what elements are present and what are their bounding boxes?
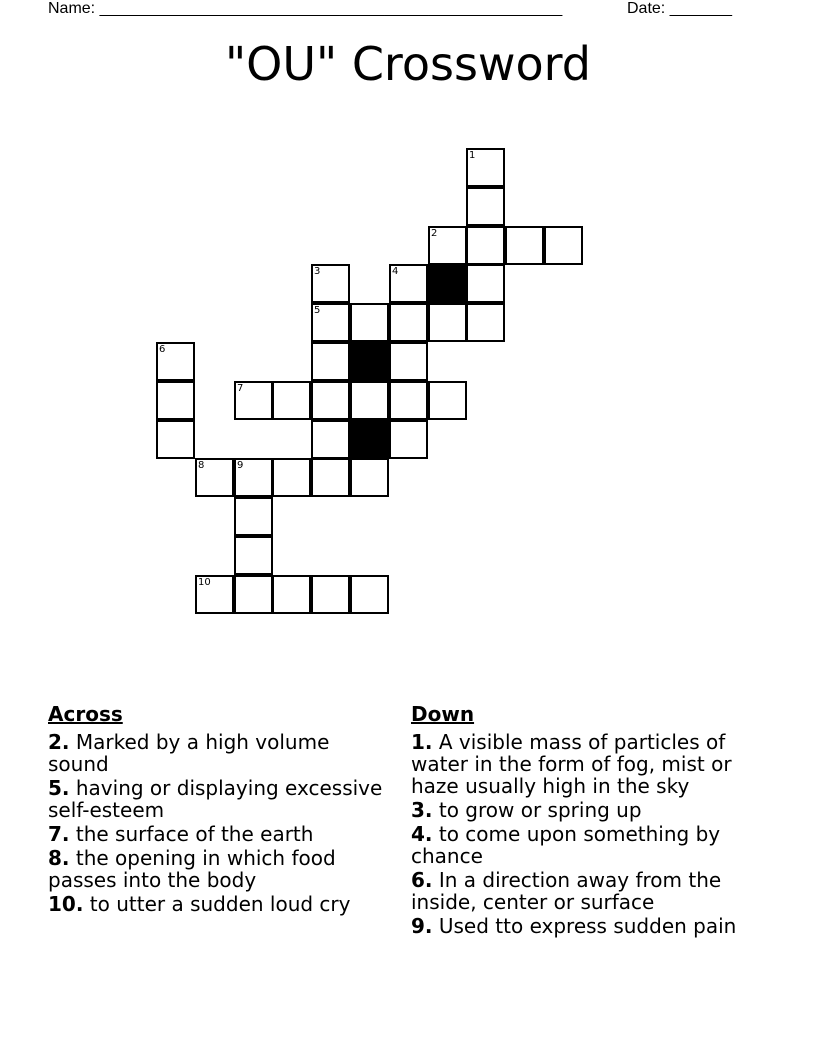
- page-title: "OU" Crossword: [225, 37, 591, 91]
- grid-cell-9[interactable]: [234, 458, 273, 497]
- clue-down-1: 1. A visible mass of particles of water in the form of fog, mist or haze usually high in the sky: [411, 730, 732, 798]
- grid-cell[interactable]: [389, 420, 428, 459]
- grid-cell[interactable]: [389, 303, 428, 342]
- black-square: [350, 420, 389, 459]
- grid-cell[interactable]: [466, 226, 505, 265]
- clue-across-2: 2. Marked by a high volume sound: [48, 730, 330, 776]
- grid-cell[interactable]: [350, 303, 389, 342]
- clue-number: 7: [237, 383, 244, 394]
- clue-down-9: 9. Used tto express sudden pain: [411, 914, 737, 938]
- grid-cell[interactable]: [234, 575, 273, 614]
- grid-cell[interactable]: [389, 381, 428, 420]
- grid-cell[interactable]: [350, 381, 389, 420]
- down-clues: [411, 703, 771, 939]
- clue-number: 9: [237, 460, 244, 471]
- grid-cell[interactable]: [428, 381, 467, 420]
- grid-cell-8[interactable]: [195, 458, 234, 497]
- clue-across-10: 10. to utter a sudden loud cry: [48, 892, 351, 916]
- across-heading: Across: [48, 702, 123, 726]
- clue-number: 6: [159, 344, 166, 355]
- grid-cell[interactable]: [466, 264, 505, 303]
- grid-cell-10[interactable]: [195, 575, 234, 614]
- grid-cell[interactable]: [311, 342, 350, 381]
- across-clues: [48, 703, 383, 917]
- down-heading: Down: [411, 702, 475, 726]
- grid-cell-1[interactable]: [466, 148, 505, 187]
- clue-number: 10: [198, 577, 211, 588]
- clue-down-6: 6. In a direction away from the inside, center or surface: [411, 868, 722, 914]
- clue-number: 8: [198, 460, 205, 471]
- grid-cell[interactable]: [428, 303, 467, 342]
- grid-cell[interactable]: [311, 381, 350, 420]
- grid-cell[interactable]: [389, 342, 428, 381]
- grid-cell-5[interactable]: [311, 303, 350, 342]
- grid-cell[interactable]: [234, 497, 273, 536]
- clue-number: 1: [469, 150, 476, 161]
- name-field[interactable]: Name: ____________________________________________________: [48, 0, 563, 17]
- clue-across-8: 8. the opening in which food passes into the body: [48, 846, 336, 892]
- grid-cell-6[interactable]: [156, 342, 195, 381]
- grid-cell[interactable]: [350, 575, 389, 614]
- black-square: [428, 264, 467, 303]
- grid-cell-4[interactable]: [389, 264, 428, 303]
- clue-across-7: 7. the surface of the earth: [48, 822, 314, 846]
- grid-cell[interactable]: [156, 381, 195, 420]
- clue-down-3: 3. to grow or spring up: [411, 798, 642, 822]
- clue-number: 5: [314, 305, 321, 316]
- grid-cell[interactable]: [272, 381, 311, 420]
- grid-cell[interactable]: [272, 575, 311, 614]
- grid-cell-2[interactable]: [428, 226, 467, 265]
- grid-cell[interactable]: [311, 458, 350, 497]
- grid-cell[interactable]: [311, 420, 350, 459]
- grid-cell[interactable]: [505, 226, 544, 265]
- grid-cell[interactable]: [350, 458, 389, 497]
- clue-number: 3: [314, 266, 321, 277]
- clue-number: 2: [431, 228, 438, 239]
- black-square: [350, 342, 389, 381]
- grid-cell[interactable]: [544, 226, 583, 265]
- grid-cell[interactable]: [272, 458, 311, 497]
- grid-cell[interactable]: [311, 575, 350, 614]
- clue-down-4: 4. to come upon something by chance: [411, 822, 721, 868]
- grid-cell[interactable]: [466, 187, 505, 226]
- grid-cell[interactable]: [156, 420, 195, 459]
- clue-across-5: 5. having or displaying excessive self-esteem: [48, 776, 383, 822]
- grid-cell[interactable]: [466, 303, 505, 342]
- grid-cell[interactable]: [234, 536, 273, 575]
- grid-cell-7[interactable]: [234, 381, 273, 420]
- date-field[interactable]: Date: _______: [627, 0, 732, 17]
- grid-cell-3[interactable]: [311, 264, 350, 303]
- clue-number: 4: [392, 266, 399, 277]
